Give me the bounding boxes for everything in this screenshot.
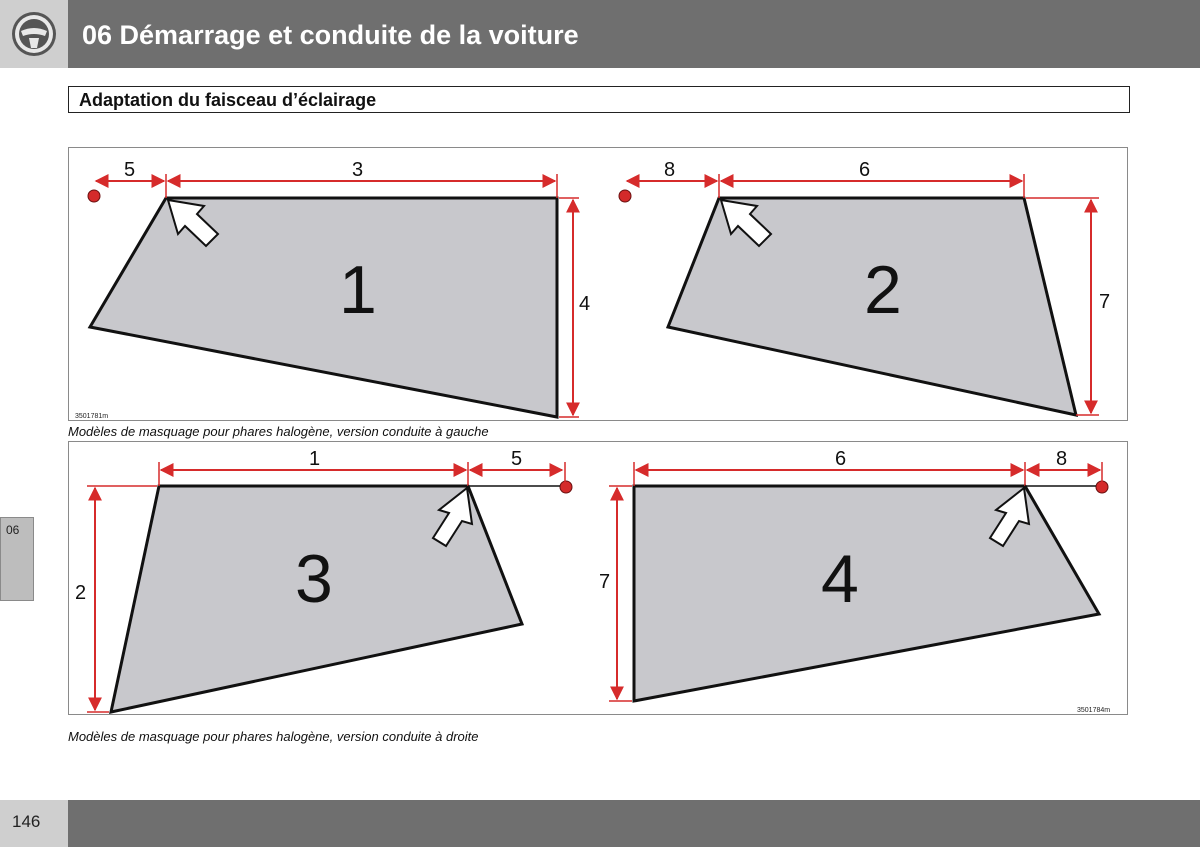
dimension-label-width: 6 xyxy=(835,448,847,470)
mask-shape-4 xyxy=(634,486,1099,701)
figure-caption-left-hand-drive: Modèles de masquage pour phares halogène, version conduite à gauche xyxy=(68,424,489,439)
header-icon-box xyxy=(0,0,68,68)
figure-caption-right-hand-drive: Modèles de masquage pour phares halogène, version conduite à droite xyxy=(68,729,479,744)
reference-dot xyxy=(619,190,631,202)
section-heading-box xyxy=(68,86,1130,113)
figure-left-hand-drive xyxy=(68,147,1128,421)
section-title: Adaptation du faisceau d’éclairage xyxy=(79,90,377,110)
figure-code: 3501784m xyxy=(1077,707,1111,714)
dimension-label-width: 3 xyxy=(352,159,364,181)
mask-shape-label-3: 3 xyxy=(295,541,333,617)
dimension-label-height: 2 xyxy=(75,582,87,604)
dimension-label-height: 7 xyxy=(599,571,611,593)
page-title: 06 Démarrage et conduite de la voiture xyxy=(82,20,579,50)
dimension-label-width: 6 xyxy=(859,159,871,181)
chapter-tab-label: 06 xyxy=(6,523,20,537)
reference-dot xyxy=(560,481,572,493)
dimension-label-offset: 8 xyxy=(664,159,676,181)
mask-panel-2 xyxy=(619,159,1110,415)
dimension-label-width: 1 xyxy=(309,448,321,470)
footer-bar xyxy=(68,800,1200,847)
mask-panel-1 xyxy=(88,159,590,417)
chapter-tab xyxy=(0,517,34,601)
mask-panel-4 xyxy=(599,448,1108,701)
reference-dot xyxy=(88,190,100,202)
mask-shape-label-2: 2 xyxy=(864,252,902,328)
footer-page-box xyxy=(0,800,68,847)
mask-shape-1 xyxy=(90,198,557,417)
dimension-label-offset: 8 xyxy=(1056,448,1068,470)
figure-code: 3501781m xyxy=(75,413,109,420)
dimension-label-offset: 5 xyxy=(511,448,523,470)
figure-right-hand-drive-drawing xyxy=(69,442,1129,716)
mask-shape-label-1: 1 xyxy=(339,252,377,328)
header-bar xyxy=(68,0,1200,68)
page-number: 146 xyxy=(12,812,41,831)
figure-left-hand-drive-drawing xyxy=(69,148,1129,422)
dimension-label-height: 7 xyxy=(1099,291,1111,313)
figure-right-hand-drive xyxy=(68,441,1128,715)
dimension-label-offset: 5 xyxy=(124,159,136,181)
dimension-label-height: 4 xyxy=(579,293,591,315)
mask-shape-label-4: 4 xyxy=(821,541,859,617)
steering-wheel-icon xyxy=(0,0,68,68)
mask-panel-3 xyxy=(75,448,572,712)
